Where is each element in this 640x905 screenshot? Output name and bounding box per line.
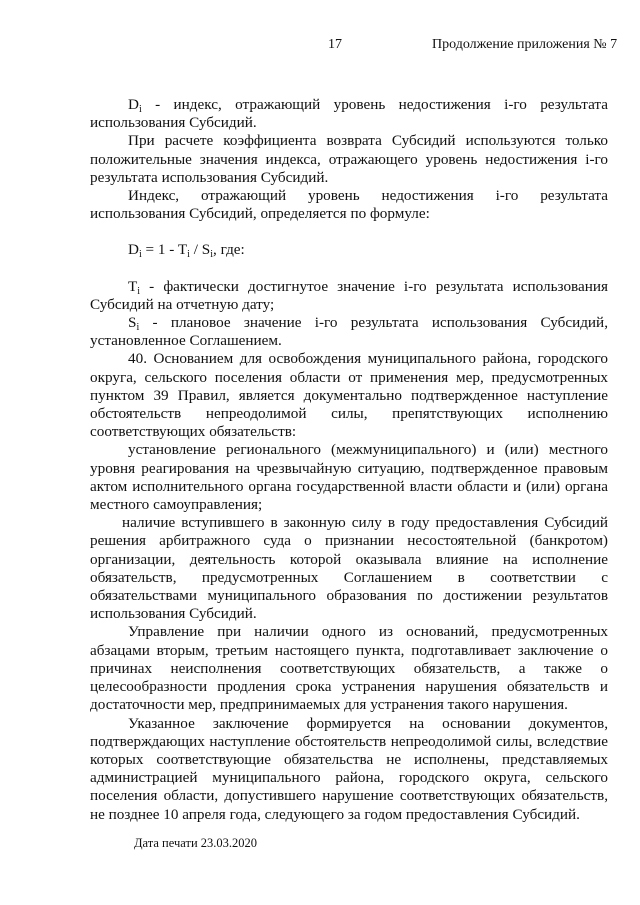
- paragraph-conclusion-basis: Указанное заключение формируется на основании документов, подтверждающих наступление обстоятельств непреодолимой силы, вследствие которых соответствующие обязательства не исполнены, представляемых администрацией муниципального района, городского округа, сельского поселения области, допустившего нарушение соответствующих обязательств, не позднее 10 апреля года, следующего за годом предоставления Субсидий.: [90, 714, 608, 823]
- appendix-label: Продолжение приложения № 7: [432, 37, 618, 52]
- s-definition: $S_i$ - плановое значение i-го результата использования Субсидий, установленное Соглашением.: [90, 314, 608, 350]
- index-definition: $D_i$ - индекс, отражающий уровень недостижения i-го результата использования Субсидий.: [90, 96, 608, 132]
- paragraph-positive-values: При расчете коэффициента возврата Субсидий используются только положительные значения индекса, отражающего уровень недостижения i-го результата использования Субсидий.: [90, 132, 608, 186]
- paragraph-formula-intro: Индекс, отражающий уровень недостижения i-го результата использования Субсидий, определяется по формуле:: [90, 187, 608, 223]
- page-number: 17: [328, 37, 342, 52]
- paragraph-40-item-1: установление регионального (межмуниципального) и (или) местного уровня реагирования на чрезвычайную ситуацию, подтвержденное правовым актом исполнительного органа государственной власти области и (или) органа местного самоуправления;: [90, 441, 608, 514]
- print-date: Дата печати 23.03.2020: [134, 836, 258, 850]
- paragraph-40-item-2: наличие вступившего в законную силу в году предоставления Субсидий решения арбитражного суда о признании несостоятельной (банкротом) организации, деятельность которой оказывала влияние на исполнение обязательств, предусмотренных Соглашением в соответствии с обязательствами муниципального образования по достижении результатов использования Субсидий.: [90, 514, 608, 623]
- paragraph-conclusion: Управление при наличии одного из оснований, предусмотренных абзацами вторым, третьим настоящего пункта, подготавливает заключение о причинах неисполнения соответствующих обязательств, а также о целесообразности продления срока устранения нарушения обязательств и достаточности мер, предпринимаемых для устранения такого нарушения.: [90, 623, 608, 714]
- document-body: [90, 96, 608, 824]
- t-definition: $T_i$ - фактически достигнутое значение i-го результата использования Субсидий на отчетную дату;: [90, 277, 608, 313]
- formula: $D_i = 1 - T_i / S_i$, где:: [128, 241, 245, 261]
- paragraph-40: 40. Основанием для освобождения муниципального района, городского округа, сельского поселения области от применения мер, предусмотренных пунктом 39 Правил, является документально подтвержденное наступление обстоятельств непреодолимой силы, препятствующих исполнению соответствующих обязательств:: [90, 350, 608, 441]
